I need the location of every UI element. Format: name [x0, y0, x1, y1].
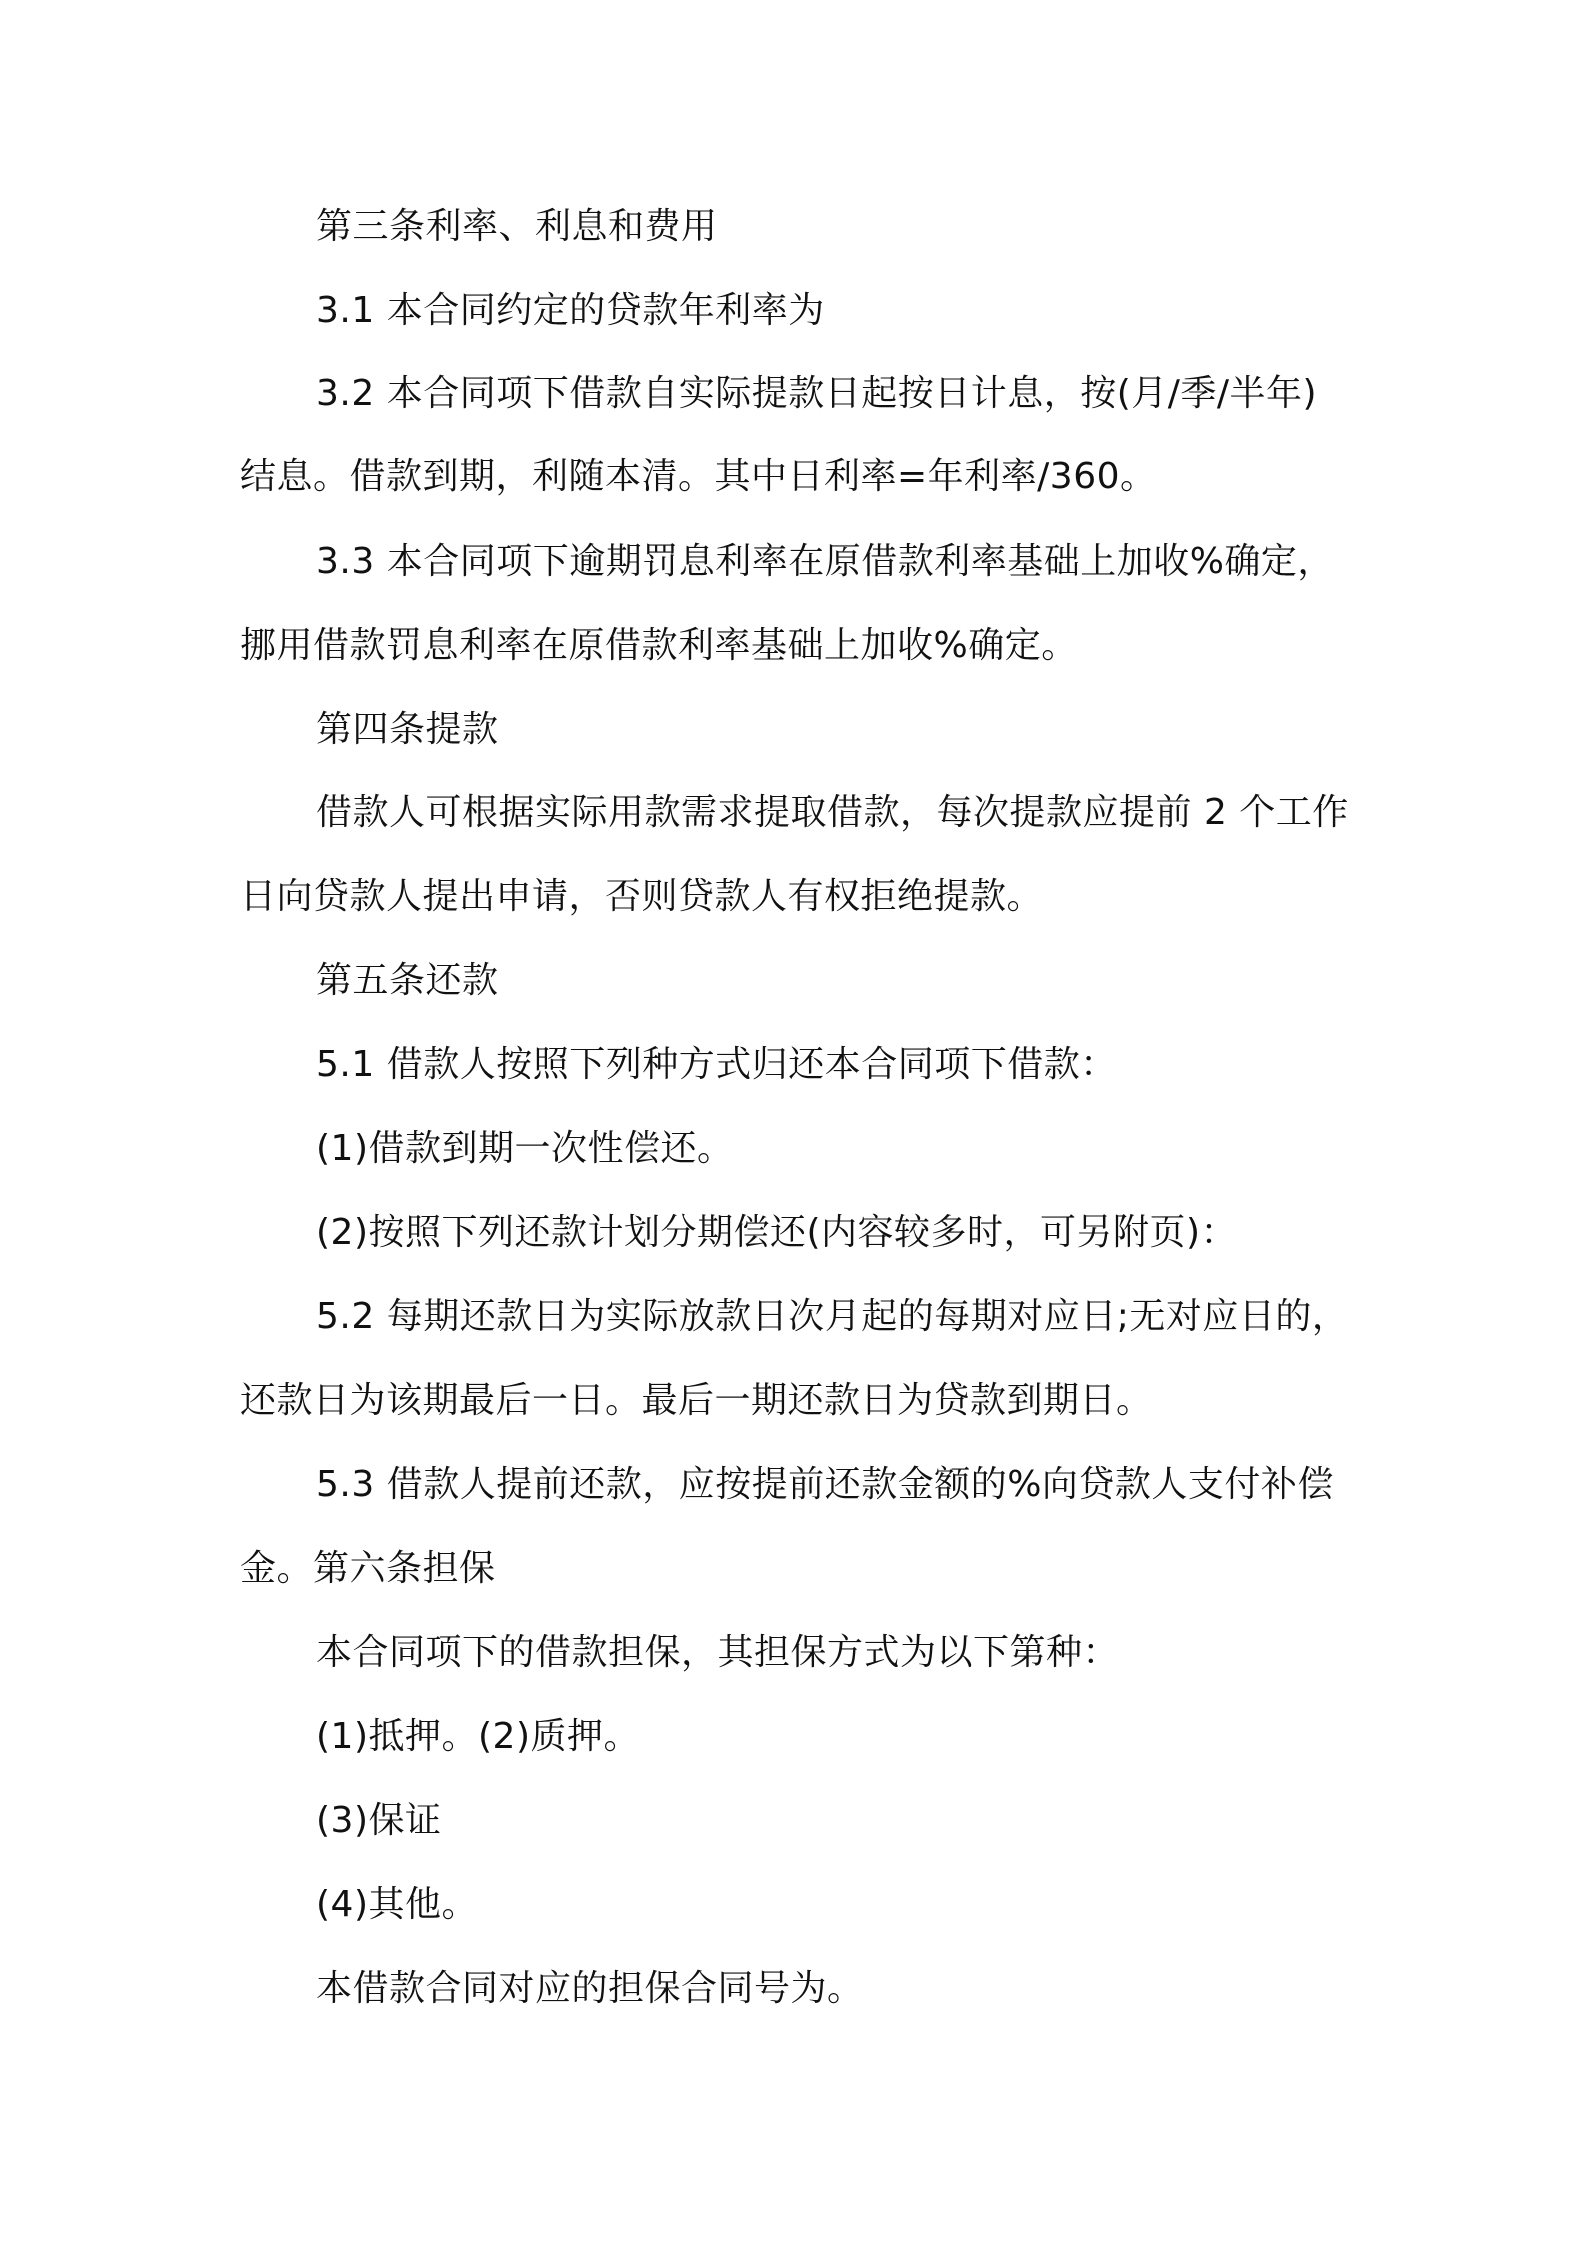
text-line: 借款人可根据实际用款需求提取借款，每次提款应提前 2 个工作 [316, 792, 1349, 833]
text-line: 3.3 本合同项下逾期罚息利率在原借款利率基础上加收%确定， [316, 541, 1334, 582]
text-line: 结息。借款到期，利随本清。其中日利率=年利率/360。 [240, 456, 1157, 497]
text-line: (1)抵押。(2)质押。 [316, 1716, 640, 1757]
text-line: 5.2 每期还款日为实际放款日次月起的每期对应日;无对应日的， [316, 1296, 1349, 1337]
text-line: (1)借款到期一次性偿还。 [316, 1128, 734, 1169]
text-line: 3.1 本合同约定的贷款年利率为 [316, 290, 825, 331]
text-line: 本借款合同对应的担保合同号为。 [316, 1968, 864, 2009]
text-line: 挪用借款罚息利率在原借款利率基础上加收%确定。 [240, 625, 1078, 666]
text-line: 3.2 本合同项下借款自实际提款日起按日计息，按(月/季/半年) [316, 373, 1318, 414]
text-line: (2)按照下列还款计划分期偿还(内容较多时，可另附页)： [316, 1212, 1238, 1253]
text-line: 日向贷款人提出申请，否则贷款人有权拒绝提款。 [240, 876, 1044, 917]
text-line: 还款日为该期最后一日。最后一期还款日为贷款到期日。 [240, 1380, 1153, 1421]
text-line: 第四条提款 [316, 709, 499, 750]
text-line: 5.1 借款人按照下列种方式归还本合同项下借款： [316, 1044, 1117, 1085]
text-line: (3)保证 [316, 1800, 442, 1841]
text-line: 第五条还款 [316, 960, 499, 1001]
text-line: 本合同项下的借款担保，其担保方式为以下第种： [316, 1632, 1120, 1673]
text-line: 金。第六条担保 [240, 1548, 496, 1589]
text-line: (4)其他。 [316, 1884, 478, 1925]
text-line: 第三条利率、利息和费用 [316, 206, 718, 247]
text-line: 5.3 借款人提前还款，应按提前还款金额的%向贷款人支付补偿 [316, 1464, 1334, 1505]
